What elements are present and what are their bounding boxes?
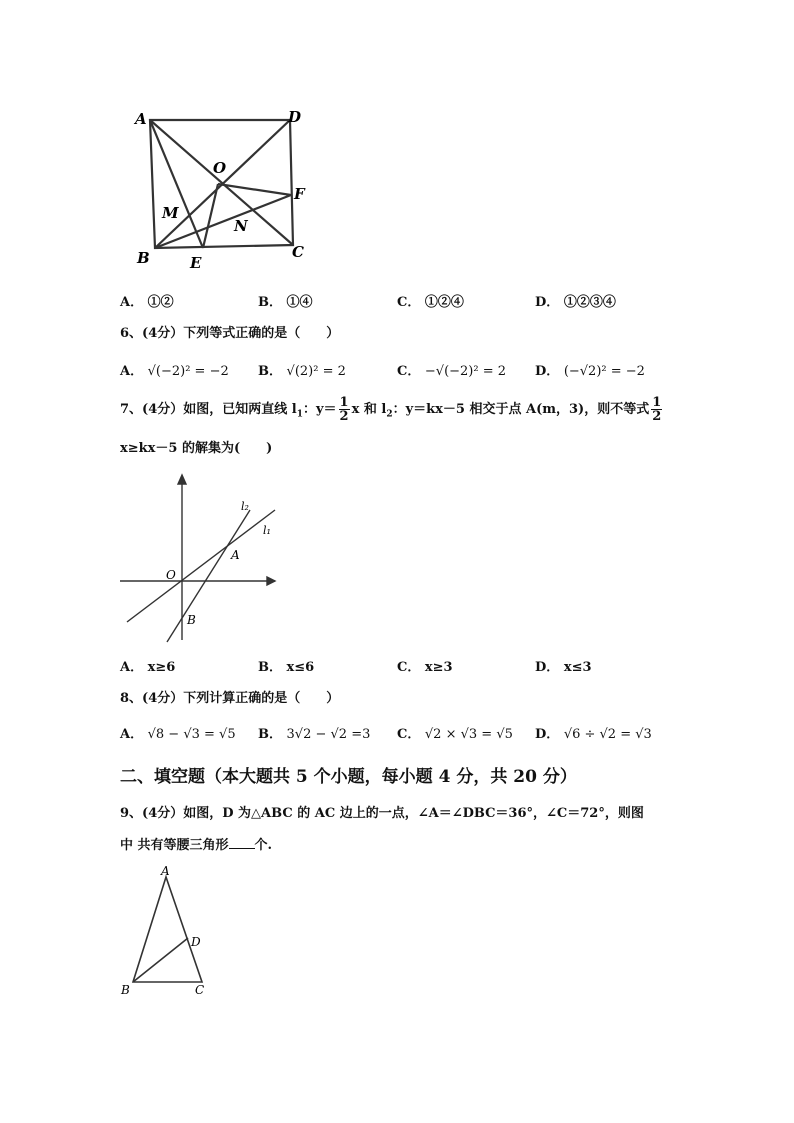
label-F: F	[294, 185, 305, 203]
label-B: B	[121, 983, 130, 997]
q7-fraction-2	[651, 396, 662, 423]
label-O: O	[213, 159, 227, 177]
option-text: (−√2)² = −2	[563, 364, 645, 379]
option-text: √(2)² = 2	[286, 364, 346, 379]
q6-option-a[interactable]	[120, 360, 229, 379]
option-text: √6 ÷ √2 = √3	[563, 727, 652, 742]
option-letter: D．	[535, 660, 560, 675]
label-A: A	[231, 548, 240, 562]
q7-stem-text-2: ：y＝	[302, 402, 337, 417]
section-heading-fill-in: 二、填空题（本大题共 5 个小题，每小题 4 分，共 20 分）	[120, 767, 577, 787]
fraction-denominator: 2	[339, 409, 349, 424]
fraction-numerator: 1	[339, 395, 349, 410]
option-letter: D．	[535, 364, 560, 379]
label-B: B	[137, 249, 150, 267]
q7-stem-text-4: ：y＝kx－5 相交于点 A(m，3)，则不等式	[392, 402, 650, 417]
option-letter: C．	[397, 364, 421, 379]
option-letter: C．	[397, 727, 421, 742]
q9-stem-text: 中 共有等腰三角形	[120, 838, 229, 853]
option-text: x≤6	[286, 660, 315, 675]
option-letter: D．	[535, 727, 560, 742]
label-D: D	[191, 935, 201, 949]
q6-option-c[interactable]	[397, 360, 506, 379]
q5-option-b[interactable]	[258, 291, 313, 310]
option-text: ①②④	[424, 295, 464, 310]
option-letter: B．	[258, 727, 282, 742]
option-text: 3√2 − √2 =3	[286, 727, 371, 742]
option-text: x≥3	[424, 660, 453, 675]
q7-option-d[interactable]	[535, 656, 592, 675]
q8-option-a[interactable]	[120, 723, 236, 742]
label-M: M	[162, 204, 179, 222]
option-text: ①④	[286, 295, 313, 310]
option-text: x≤3	[563, 660, 592, 675]
option-letter: B．	[258, 364, 282, 379]
q5-option-a[interactable]	[120, 291, 174, 310]
option-text: ①②③④	[563, 295, 616, 310]
q8-stem: 8、(4分）下列计算正确的是（ ）	[120, 691, 340, 706]
q6-stem: 6、(4分）下列等式正确的是（ ）	[120, 326, 340, 341]
option-letter: A．	[120, 364, 144, 379]
label-l2: l₂	[241, 500, 249, 513]
q7-stem-text-1: 7、(4分）如图，已知两直线 l	[120, 402, 297, 417]
label-C: C	[195, 983, 205, 997]
q8-option-b[interactable]	[258, 723, 370, 742]
q7-subscript-2: 2	[386, 409, 393, 420]
q7-option-c[interactable]	[397, 656, 453, 675]
q9-stem-line1: 9、(4分）如图，D 为△ABC 的 AC 边上的一点，∠A＝∠DBC＝36°，∠C＝72°，则图	[120, 806, 644, 821]
option-text: −√(−2)² = 2	[424, 364, 507, 379]
option-text: √(−2)² = −2	[147, 364, 229, 379]
label-C: C	[292, 243, 304, 261]
q9-stem-suffix: 个.	[254, 838, 273, 853]
q7-stem-line2: x≥kx－5 的解集为( )	[120, 441, 273, 456]
q5-option-c[interactable]	[397, 291, 464, 310]
label-O: O	[166, 568, 176, 582]
label-N: N	[234, 217, 248, 235]
figure-square-diagram	[125, 100, 325, 275]
figure-line-graph	[115, 470, 285, 645]
option-letter: A．	[120, 295, 144, 310]
option-text: x≥6	[147, 660, 176, 675]
label-A: A	[161, 864, 170, 878]
label-D: D	[288, 108, 302, 126]
q7-stem	[120, 396, 664, 423]
answer-blank[interactable]	[229, 836, 255, 849]
q9-stem-line2	[120, 834, 272, 853]
q6-option-b[interactable]	[258, 360, 346, 379]
label-l1: l₁	[263, 524, 271, 537]
label-A: A	[135, 110, 147, 128]
q5-option-d[interactable]	[535, 291, 616, 310]
figure-triangle-diagram	[115, 862, 215, 1002]
option-letter: C．	[397, 660, 421, 675]
fraction-denominator: 2	[652, 409, 662, 424]
q8-option-d[interactable]	[535, 723, 652, 742]
option-letter: B．	[258, 295, 282, 310]
label-B: B	[187, 613, 196, 627]
q8-option-c[interactable]	[397, 723, 513, 742]
q6-option-d[interactable]	[535, 360, 645, 379]
option-letter: B．	[258, 660, 282, 675]
q7-fraction-1	[339, 396, 350, 423]
option-text: √8 − √3 = √5	[147, 727, 236, 742]
option-text: √2 × √3 = √5	[424, 727, 513, 742]
label-E: E	[190, 254, 202, 272]
option-letter: C．	[397, 295, 421, 310]
fraction-numerator: 1	[652, 395, 662, 410]
option-letter: D．	[535, 295, 560, 310]
q7-subscript-1: 1	[296, 409, 303, 420]
option-letter: A．	[120, 727, 144, 742]
option-letter: A．	[120, 660, 144, 675]
q7-option-b[interactable]	[258, 656, 314, 675]
q7-option-a[interactable]	[120, 656, 175, 675]
q7-stem-text-3: x 和 l	[351, 402, 387, 417]
option-text: ①②	[147, 295, 174, 310]
